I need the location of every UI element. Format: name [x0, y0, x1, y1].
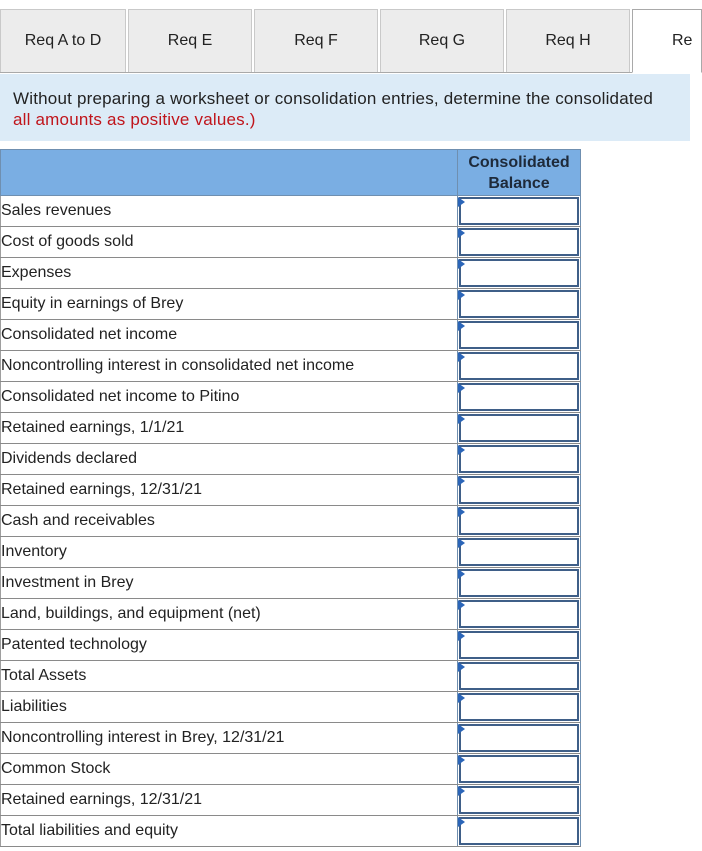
table-row [1, 444, 581, 475]
table-row [1, 320, 581, 351]
row-label: Retained earnings, 12/31/21 [1, 475, 458, 506]
consolidated-balance-input[interactable] [459, 228, 579, 256]
balance-cell [458, 382, 581, 413]
input-marker-icon [458, 197, 465, 207]
balance-cell [458, 537, 581, 568]
consolidated-balance-input[interactable] [459, 631, 579, 659]
table-row [1, 258, 581, 289]
balance-cell [458, 506, 581, 537]
input-marker-icon [458, 414, 465, 424]
consolidated-balance-input[interactable] [459, 352, 579, 380]
input-marker-icon [458, 259, 465, 269]
row-label: Noncontrolling interest in consolidated net income [1, 351, 458, 382]
table-row [1, 196, 581, 227]
consolidated-balance-input[interactable] [459, 786, 579, 814]
balance-cell [458, 785, 581, 816]
table-row [1, 413, 581, 444]
row-label: Total Assets [1, 661, 458, 692]
tab-bar [0, 0, 693, 73]
table-row [1, 568, 581, 599]
balance-cell [458, 227, 581, 258]
tab-req-e[interactable]: Req E [128, 9, 252, 72]
table-row [1, 723, 581, 754]
input-marker-icon [458, 228, 465, 238]
row-label: Sales revenues [1, 196, 458, 227]
tab-req-h[interactable]: Req H [506, 9, 630, 72]
row-label: Inventory [1, 537, 458, 568]
balance-cell [458, 599, 581, 630]
input-marker-icon [458, 321, 465, 331]
table-row [1, 661, 581, 692]
table-row [1, 692, 581, 723]
table-row [1, 630, 581, 661]
instructions-panel [0, 74, 690, 141]
table-row [1, 289, 581, 320]
row-label: Total liabilities and equity [1, 816, 458, 847]
consolidated-balance-input[interactable] [459, 414, 579, 442]
input-marker-icon [458, 817, 465, 827]
input-marker-icon [458, 507, 465, 517]
tab-req-g[interactable]: Req G [380, 9, 504, 72]
label-column-header [1, 150, 458, 196]
row-label: Liabilities [1, 692, 458, 723]
row-label: Equity in earnings of Brey [1, 289, 458, 320]
table-row [1, 506, 581, 537]
input-marker-icon [458, 755, 465, 765]
consolidated-balance-input[interactable] [459, 817, 579, 845]
input-marker-icon [458, 569, 465, 579]
balance-cell [458, 723, 581, 754]
consolidated-balance-input[interactable] [459, 321, 579, 349]
row-label: Cash and receivables [1, 506, 458, 537]
input-marker-icon [458, 383, 465, 393]
balance-cell [458, 630, 581, 661]
consolidated-balance-input[interactable] [459, 197, 579, 225]
table-row [1, 351, 581, 382]
input-marker-icon [458, 538, 465, 548]
consolidated-balance-input[interactable] [459, 290, 579, 318]
balance-cell [458, 816, 581, 847]
balance-cell [458, 568, 581, 599]
input-marker-icon [458, 290, 465, 300]
row-label: Land, buildings, and equipment (net) [1, 599, 458, 630]
balance-cell [458, 320, 581, 351]
input-marker-icon [458, 445, 465, 455]
consolidated-balance-input[interactable] [459, 569, 579, 597]
input-marker-icon [458, 662, 465, 672]
balance-cell [458, 661, 581, 692]
consolidated-balance-input[interactable] [459, 693, 579, 721]
consolidated-balance-input[interactable] [459, 507, 579, 535]
consolidated-balance-input[interactable] [459, 383, 579, 411]
row-label: Retained earnings, 12/31/21 [1, 785, 458, 816]
balance-cell [458, 413, 581, 444]
table-row [1, 227, 581, 258]
input-marker-icon [458, 631, 465, 641]
consolidated-balance-input[interactable] [459, 662, 579, 690]
table-row [1, 382, 581, 413]
consolidated-balance-header: Consolidated Balance [458, 150, 581, 196]
table-row [1, 475, 581, 506]
table-row [1, 785, 581, 816]
input-marker-icon [458, 600, 465, 610]
input-marker-icon [458, 476, 465, 486]
balance-cell [458, 692, 581, 723]
row-label: Consolidated net income [1, 320, 458, 351]
consolidated-balance-input[interactable] [459, 259, 579, 287]
balance-cell [458, 444, 581, 475]
input-marker-icon [458, 786, 465, 796]
row-label: Consolidated net income to Pitino [1, 382, 458, 413]
balance-cell [458, 475, 581, 506]
tab-req-f[interactable]: Req F [254, 9, 378, 72]
table-row [1, 754, 581, 785]
consolidated-balance-input[interactable] [459, 538, 579, 566]
table-row [1, 537, 581, 568]
row-label: Cost of goods sold [1, 227, 458, 258]
consolidated-balance-input[interactable] [459, 445, 579, 473]
table-row [1, 816, 581, 847]
input-marker-icon [458, 352, 465, 362]
table-header-row [1, 150, 581, 196]
table-row [1, 599, 581, 630]
tab-next-active[interactable]: Re [632, 9, 702, 73]
tab-req-a-to-d[interactable]: Req A to D [0, 9, 126, 72]
input-marker-icon [458, 693, 465, 703]
row-label: Common Stock [1, 754, 458, 785]
row-label: Noncontrolling interest in Brey, 12/31/21 [1, 723, 458, 754]
consolidated-balance-input[interactable] [459, 476, 579, 504]
row-label: Retained earnings, 1/1/21 [1, 413, 458, 444]
balance-cell [458, 258, 581, 289]
row-label: Dividends declared [1, 444, 458, 475]
instructions-text: Without preparing a worksheet or consolidation entries, determine the consolidated [13, 89, 654, 108]
row-label: Patented technology [1, 630, 458, 661]
instructions-note: all amounts as positive values.) [13, 110, 256, 129]
balance-cell [458, 289, 581, 320]
balance-cell [458, 754, 581, 785]
consolidated-balance-input[interactable] [459, 600, 579, 628]
consolidated-balance-input[interactable] [459, 755, 579, 783]
balance-cell [458, 351, 581, 382]
balance-cell [458, 196, 581, 227]
consolidated-balance-input[interactable] [459, 724, 579, 752]
row-label: Investment in Brey [1, 568, 458, 599]
row-label: Expenses [1, 258, 458, 289]
input-marker-icon [458, 724, 465, 734]
consolidated-balance-table [0, 149, 581, 847]
